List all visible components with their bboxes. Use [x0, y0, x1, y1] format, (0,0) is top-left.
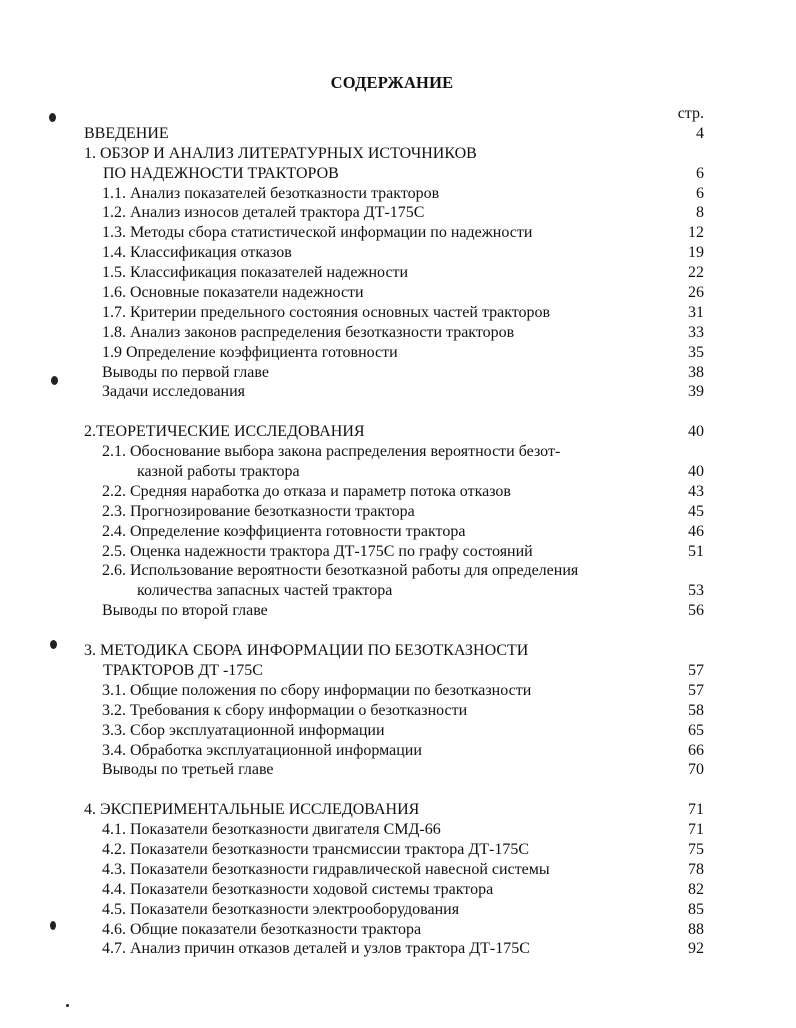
- toc-entry: [84, 880, 704, 900]
- toc-entry-title: 2.6. Использование вероятности безотказной работы для определения: [102, 562, 579, 580]
- toc-entry: [84, 382, 704, 402]
- page-column-header: [84, 104, 704, 124]
- toc-entry-title: 1.4. Классификация отказов: [102, 244, 292, 262]
- toc-entry-title: 4.1. Показатели безотказности двигателя СМД-66: [102, 821, 441, 839]
- toc-entry-page: 75: [688, 840, 704, 858]
- toc-entry-title: 1.9 Определение коэффициента готовности: [102, 343, 398, 361]
- toc-entry-title: 4.3. Показатели безотказности гидравлической навесной системы: [102, 860, 550, 878]
- toc-entry: [84, 462, 704, 482]
- toc-entry: [84, 820, 704, 840]
- toc-entry-title: 3. МЕТОДИКА СБОРА ИНФОРМАЦИИ ПО БЕЗОТКАЗНОСТИ: [84, 642, 529, 660]
- toc-entry: [84, 800, 704, 820]
- toc-entry: [84, 422, 704, 442]
- toc-entry-page: 35: [688, 343, 704, 361]
- toc-entry-page: 57: [688, 661, 704, 679]
- toc-entry: [84, 701, 704, 721]
- toc-entry-title: Задачи исследования: [102, 383, 246, 401]
- toc-entry-title: 4.2. Показатели безотказности трансмиссии трактора ДТ-175С: [102, 840, 530, 858]
- toc-entry: [84, 482, 704, 502]
- toc-entry: [84, 641, 704, 661]
- toc-entry-page: 4: [696, 124, 704, 142]
- toc-entry-page: 56: [688, 602, 704, 620]
- toc-entry: [84, 601, 704, 621]
- toc-entry-title: 4. ЭКСПЕРИМЕНТАЛЬНЫЕ ИССЛЕДОВАНИЯ: [84, 801, 420, 819]
- toc-entry-title: 3.2. Требования к сбору информации о безотказности: [102, 701, 468, 719]
- toc-entry-title: 4.7. Анализ причин отказов деталей и узлов трактора ДТ-175С: [102, 940, 530, 958]
- toc-entry-title: 1.7. Критерии предельного состояния основных частей тракторов: [102, 303, 551, 321]
- toc-entry: [84, 522, 704, 542]
- toc-section: [84, 800, 704, 959]
- toc-entry-page: 31: [688, 303, 704, 321]
- scan-speck: [50, 921, 56, 930]
- toc-entry: [84, 164, 704, 184]
- toc-entry-title: казной работы трактора: [137, 463, 300, 481]
- toc-entry-title: 1.6. Основные показатели надежности: [102, 284, 364, 302]
- toc-entry: [84, 303, 704, 323]
- toc-entry-title: 2.5. Оценка надежности трактора ДТ-175С по графу состояний: [102, 542, 533, 560]
- toc-entry-title: количества запасных частей трактора: [137, 582, 393, 600]
- toc-entry-title: 2.2. Средняя наработка до отказа и параметр потока отказов: [102, 482, 511, 500]
- toc-entry: [84, 681, 704, 701]
- toc-entry-page: 88: [688, 920, 704, 938]
- toc-entry-page: 66: [688, 741, 704, 759]
- toc-entry: [84, 283, 704, 303]
- toc-entry-page: 8: [696, 204, 704, 222]
- toc-entry-title: Выводы по третьей главе: [102, 761, 274, 779]
- toc-entry: [84, 860, 704, 880]
- toc-entry: [84, 920, 704, 940]
- toc-entry-page: 19: [688, 244, 704, 262]
- toc-entry: [84, 721, 704, 741]
- toc-entry-title: ВВЕДЕНИЕ: [84, 124, 169, 142]
- toc-entry: [84, 243, 704, 263]
- toc-entry-page: 6: [696, 184, 704, 202]
- toc-entry: [84, 442, 704, 462]
- toc-entry-page: 40: [688, 423, 704, 441]
- toc-entry-page: 33: [688, 323, 704, 341]
- toc-entry: [84, 363, 704, 383]
- toc-entry-title: 2.ТЕОРЕТИЧЕСКИЕ ИССЛЕДОВАНИЯ: [84, 423, 365, 441]
- toc-entry: [84, 343, 704, 363]
- toc-entry-page: 43: [688, 482, 704, 500]
- toc-entry: [84, 542, 704, 562]
- toc-entry-page: 40: [688, 463, 704, 481]
- toc-entry: [84, 184, 704, 204]
- toc-section: [84, 104, 704, 402]
- toc-entry-page: 78: [688, 860, 704, 878]
- toc-entry-page: 71: [688, 801, 704, 819]
- toc-entry: [84, 760, 704, 780]
- toc-entry-title: 2.3. Прогнозирование безотказности трактора: [102, 502, 415, 520]
- toc-entry-title: 1. ОБЗОР И АНАЛИЗ ЛИТЕРАТУРНЫХ ИСТОЧНИКОВ: [84, 144, 477, 162]
- toc-entry-title: 2.4. Определение коэффициента готовности трактора: [102, 522, 466, 540]
- toc-entry-title: 4.5. Показатели безотказности электрооборудования: [102, 900, 460, 918]
- toc-entry: [84, 561, 704, 581]
- toc-entry-title: 1.3. Методы сбора статистической информации по надежности: [102, 224, 533, 242]
- toc-entry-title: 3.3. Сбор эксплуатационной информации: [102, 721, 385, 739]
- scan-speck: [51, 376, 58, 385]
- toc-entry-page: 46: [688, 522, 704, 540]
- page-title: СОДЕРЖАНИЕ: [330, 73, 454, 92]
- toc-entry-page: 53: [688, 582, 704, 600]
- toc-entry: [84, 581, 704, 601]
- toc-entry-page: 39: [688, 383, 704, 401]
- toc-entry-page: 85: [688, 900, 704, 918]
- toc-entry-page: 51: [688, 542, 704, 560]
- toc-entry-page: 22: [688, 264, 704, 282]
- toc-entry-page: 92: [688, 940, 704, 958]
- toc-section: [84, 422, 704, 621]
- toc-entry-page: 82: [688, 880, 704, 898]
- toc-entry-title: 1.1. Анализ показателей безотказности тракторов: [102, 184, 440, 202]
- toc-entry-page: 12: [688, 224, 704, 242]
- toc-entry-page: 38: [688, 363, 704, 381]
- toc-entry: [84, 323, 704, 343]
- toc-entry-title: 4.6. Общие показатели безотказности трактора: [102, 920, 422, 938]
- toc-entry-title: ПО НАДЕЖНОСТИ ТРАКТОРОВ: [103, 164, 339, 182]
- toc-entry-page: 58: [688, 701, 704, 719]
- toc-entry-title: Выводы по второй главе: [102, 602, 268, 620]
- toc-entry: [84, 203, 704, 223]
- toc-entry: [84, 939, 704, 959]
- toc-entry-title: 1.8. Анализ законов распределения безотказности тракторов: [102, 323, 515, 341]
- table-of-contents: [84, 104, 704, 979]
- toc-entry-page: 70: [688, 761, 704, 779]
- toc-entry-title: 1.2. Анализ износов деталей трактора ДТ-175С: [102, 204, 425, 222]
- toc-entry-title: ТРАКТОРОВ ДТ -175С: [103, 661, 263, 679]
- toc-entry-page: 45: [688, 502, 704, 520]
- scan-speck: [49, 113, 56, 122]
- toc-entry: [84, 840, 704, 860]
- toc-section: [84, 641, 704, 780]
- toc-entry-title: 3.1. Общие положения по сбору информации по безотказности: [102, 681, 532, 699]
- toc-entry-page: 6: [696, 164, 704, 182]
- toc-entry-page: 26: [688, 284, 704, 302]
- toc-entry: [84, 900, 704, 920]
- toc-entry: [84, 661, 704, 681]
- toc-entry: [84, 502, 704, 522]
- toc-entry-title: 1.5. Классификация показателей надежности: [102, 264, 409, 282]
- scan-speck: [50, 640, 57, 649]
- toc-entry: [84, 223, 704, 243]
- toc-entry-page: 71: [688, 821, 704, 839]
- toc-entry-title: 3.4. Обработка эксплуатационной информации: [102, 741, 422, 759]
- toc-entry-title: Выводы по первой главе: [102, 363, 269, 381]
- toc-entry-page: 65: [688, 721, 704, 739]
- toc-entry-title: 4.4. Показатели безотказности ходовой системы трактора: [102, 880, 494, 898]
- toc-entry: [84, 741, 704, 761]
- toc-entry: [84, 124, 704, 144]
- toc-entry-page: 57: [688, 681, 704, 699]
- scan-speck: [66, 1004, 69, 1007]
- toc-entry: [84, 263, 704, 283]
- toc-entry-title: 2.1. Обоснование выбора закона распределения вероятности безот-: [102, 443, 561, 461]
- toc-entry-page: стр.: [677, 105, 704, 122]
- toc-entry: [84, 144, 704, 164]
